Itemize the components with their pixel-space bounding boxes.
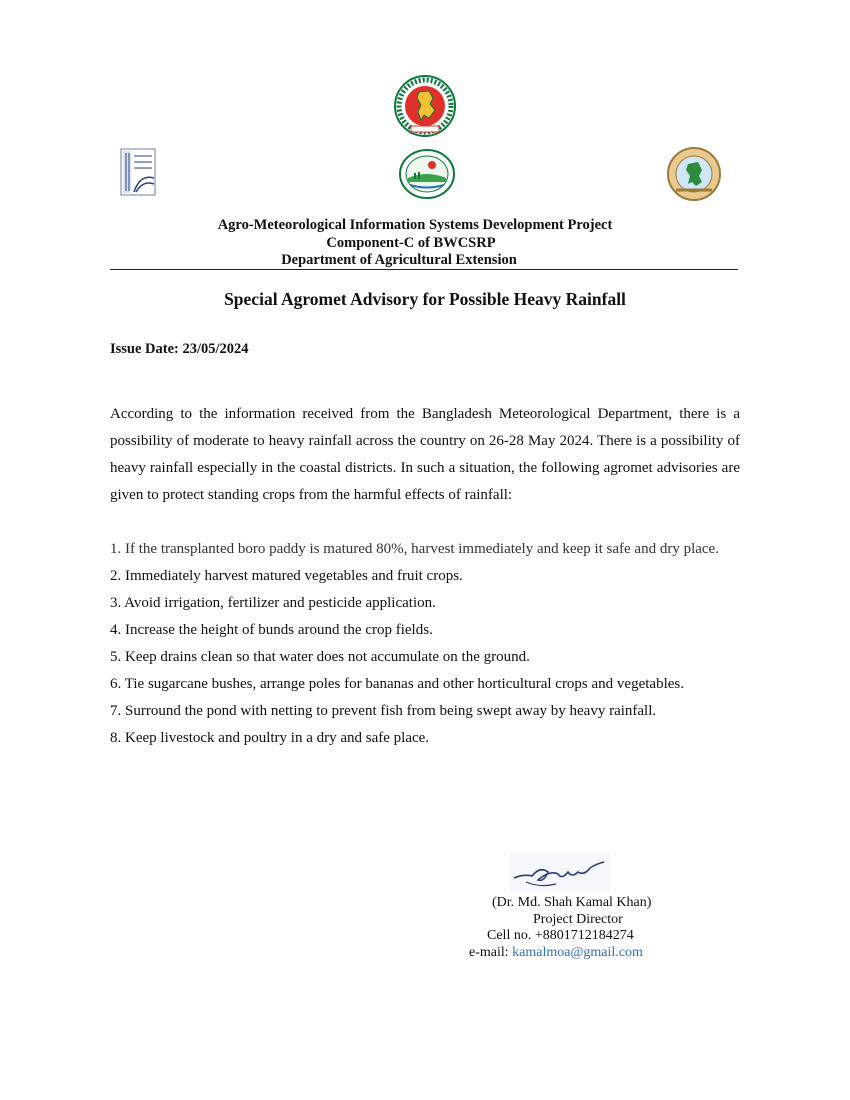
advisory-item: 6. Tie sugarcane bushes, arrange poles for bananas and other horticultural crops and vegetables.	[110, 676, 684, 692]
advisory-item: 1. If the transplanted boro paddy is matured 80%, harvest immediately and keep it safe and dry place.	[110, 541, 719, 557]
issue-date: Issue Date: 23/05/2024	[110, 341, 249, 357]
component-name: Component-C of BWCSRP	[326, 235, 496, 251]
advisory-item: 5. Keep drains clean so that water does not accumulate on the ground.	[110, 649, 530, 665]
advisory-item: 3. Avoid irrigation, fertilizer and pesticide application.	[110, 595, 436, 611]
intro-paragraph: According to the information received from the Bangladesh Meteorological Department, there is a possibility of moderate to heavy rainfall across the country on 26-28 May 2024. There is a possibility of heavy rainfall especially in the coastal districts. In such a situation, the following agromet advisories are given to protect standing crops from the harmful effects of rainfall:	[110, 406, 740, 503]
signatory-name: (Dr. Md. Shah Kamal Khan)	[492, 895, 652, 910]
dae-logo	[666, 146, 722, 202]
advisory-list	[110, 536, 740, 752]
email-label: e-mail:	[469, 945, 513, 960]
project-logo-left	[120, 148, 156, 196]
advisory-title: Special Agromet Advisory for Possible Heavy Rainfall	[224, 289, 626, 309]
signatory-email-line	[469, 944, 643, 961]
header-divider	[110, 269, 738, 270]
signatory-phone: Cell no. +8801712184274	[487, 928, 634, 943]
advisory-item: 8. Keep livestock and poultry in a dry and safe place.	[110, 730, 430, 746]
advisory-item: 2. Immediately harvest matured vegetables and fruit crops.	[110, 568, 463, 584]
department-name: Department of Agricultural Extension	[281, 252, 517, 268]
advisory-item: 7. Surround the pond with netting to prevent fish from being swept away by heavy rainfall.	[110, 703, 657, 719]
signatory-title: Project Director	[533, 912, 623, 927]
email-link[interactable]: kamalmoa@gmail.com	[512, 945, 643, 960]
advisory-item: 4. Increase the height of bunds around the crop fields.	[110, 622, 433, 638]
agriculture-ministry-logo	[398, 148, 456, 200]
government-seal-logo	[391, 74, 459, 138]
project-name: Agro-Meteorological Information Systems Development Project	[217, 217, 613, 233]
handwritten-signature	[510, 852, 610, 892]
